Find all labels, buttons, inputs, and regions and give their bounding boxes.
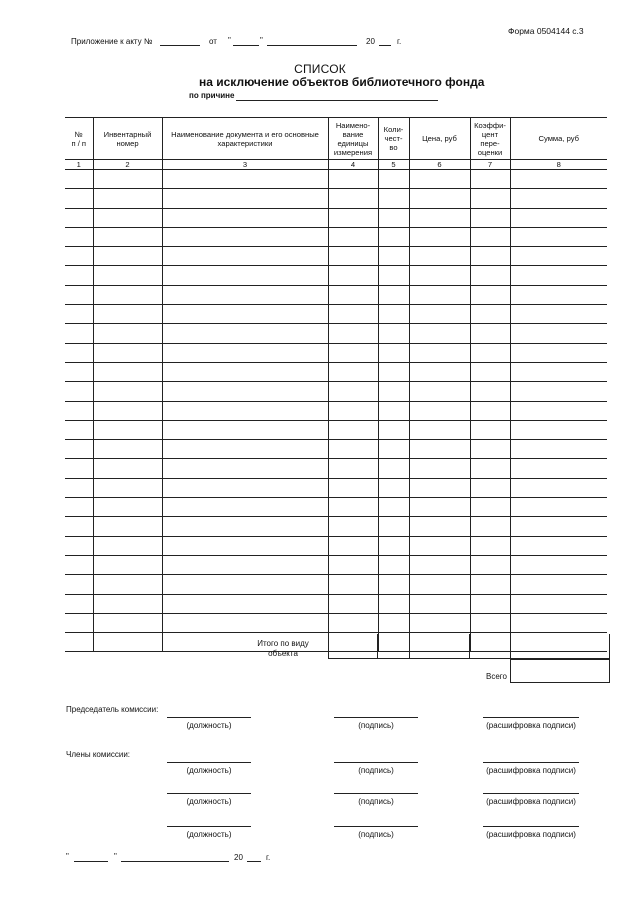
table-row	[65, 613, 607, 632]
table-cell[interactable]	[328, 555, 378, 574]
table-row	[65, 305, 607, 324]
table-cell[interactable]	[93, 555, 162, 574]
table-cell[interactable]	[409, 575, 470, 594]
table-cell[interactable]	[378, 575, 409, 594]
table-row	[65, 420, 607, 439]
header-cell: Сумма, руб	[510, 118, 607, 160]
signature-caption: (подпись)	[358, 830, 394, 839]
table-cell[interactable]	[93, 401, 162, 420]
table-cell[interactable]	[378, 285, 409, 304]
table-cell[interactable]	[65, 420, 93, 439]
table-cell[interactable]	[93, 613, 162, 632]
table-cell[interactable]	[470, 401, 510, 420]
member2-decode-line[interactable]	[483, 793, 579, 794]
table-row	[65, 285, 607, 304]
column-number: 5	[378, 160, 409, 170]
member3-decode-line[interactable]	[483, 826, 579, 827]
column-number: 8	[510, 160, 607, 170]
table-row	[65, 208, 607, 227]
table-cell[interactable]	[470, 227, 510, 246]
position-caption: (должность)	[186, 797, 232, 806]
table-cell[interactable]	[470, 420, 510, 439]
table-cell[interactable]	[162, 555, 328, 574]
header-cell: Наименование документа и его основные характеристики	[162, 118, 328, 160]
table-cell[interactable]	[378, 613, 409, 632]
table-cell[interactable]	[328, 227, 378, 246]
table-cell[interactable]	[93, 440, 162, 459]
table-cell[interactable]	[409, 420, 470, 439]
divider	[377, 634, 378, 659]
footer-quote-close: "	[114, 852, 117, 861]
table-cell[interactable]	[470, 555, 510, 574]
table-cell[interactable]	[328, 594, 378, 613]
table-cell[interactable]	[409, 305, 470, 324]
reason-field[interactable]	[236, 100, 438, 101]
table-cell[interactable]	[93, 227, 162, 246]
table-cell[interactable]	[65, 555, 93, 574]
table-cell[interactable]	[470, 208, 510, 227]
footer-quote-open: "	[66, 852, 69, 861]
table-cell[interactable]	[93, 594, 162, 613]
table-cell[interactable]	[328, 613, 378, 632]
table-cell[interactable]	[65, 305, 93, 324]
table-cell[interactable]	[470, 382, 510, 401]
table-row	[65, 401, 607, 420]
chairman-decode-line[interactable]	[483, 717, 579, 718]
header-cell: Коли- чест- во	[378, 118, 409, 160]
table-cell[interactable]	[328, 401, 378, 420]
table-cell[interactable]	[93, 189, 162, 208]
table-cell[interactable]	[378, 382, 409, 401]
table-cell[interactable]	[93, 420, 162, 439]
table-cell[interactable]	[510, 170, 607, 189]
table-cell[interactable]	[378, 459, 409, 478]
table-row	[65, 575, 607, 594]
table-cell[interactable]	[510, 208, 607, 227]
table-cell[interactable]	[510, 420, 607, 439]
table-cell[interactable]	[510, 343, 607, 362]
table-cell[interactable]	[328, 478, 378, 497]
table-cell[interactable]	[328, 208, 378, 227]
chairman-position-line[interactable]	[167, 717, 251, 718]
table-cell[interactable]	[162, 478, 328, 497]
table-cell[interactable]	[409, 324, 470, 343]
table-cell[interactable]	[378, 208, 409, 227]
table-cell[interactable]	[328, 420, 378, 439]
table-row	[65, 459, 607, 478]
table-cell[interactable]	[409, 227, 470, 246]
table-cell[interactable]	[510, 440, 607, 459]
member3-signature-line[interactable]	[334, 826, 418, 827]
table-cell[interactable]	[378, 324, 409, 343]
table-cell[interactable]	[328, 189, 378, 208]
footer-year-suffix: г.	[266, 853, 271, 862]
member2-position-line[interactable]	[167, 793, 251, 794]
table-row	[65, 324, 607, 343]
table-cell[interactable]	[378, 536, 409, 555]
table-cell[interactable]	[93, 459, 162, 478]
table-cell[interactable]	[470, 343, 510, 362]
table-cell[interactable]	[378, 594, 409, 613]
table-cell[interactable]	[378, 362, 409, 381]
table-cell[interactable]	[65, 594, 93, 613]
table-row	[65, 170, 607, 189]
table-cell[interactable]	[162, 613, 328, 632]
table-cell[interactable]	[470, 266, 510, 285]
table-cell[interactable]	[409, 382, 470, 401]
items-table	[65, 117, 607, 652]
table-cell[interactable]	[65, 440, 93, 459]
table-cell[interactable]	[65, 478, 93, 497]
table-cell[interactable]	[470, 285, 510, 304]
table-cell[interactable]	[409, 594, 470, 613]
table-cell[interactable]	[409, 536, 470, 555]
table-cell[interactable]	[378, 266, 409, 285]
table-cell[interactable]	[162, 498, 328, 517]
table-cell[interactable]	[328, 382, 378, 401]
footer-day-field[interactable]	[74, 861, 108, 862]
table-cell[interactable]	[510, 324, 607, 343]
table-row	[65, 227, 607, 246]
table-cell[interactable]	[65, 498, 93, 517]
position-caption: (должность)	[186, 766, 232, 775]
table-cell[interactable]	[409, 498, 470, 517]
table-cell[interactable]	[470, 517, 510, 536]
table-row	[65, 517, 607, 536]
table-cell[interactable]	[93, 266, 162, 285]
total-by-type-label: Итого по виду объекта	[257, 639, 309, 658]
table-cell[interactable]	[409, 208, 470, 227]
column-number: 4	[328, 160, 378, 170]
table-cell[interactable]	[65, 517, 93, 536]
table-cell[interactable]	[328, 324, 378, 343]
table-cell[interactable]	[328, 517, 378, 536]
act-day-field[interactable]	[233, 45, 259, 46]
table-cell[interactable]	[65, 227, 93, 246]
table-cell[interactable]	[328, 536, 378, 555]
table-cell[interactable]	[409, 285, 470, 304]
table-cell[interactable]	[93, 285, 162, 304]
table-cell[interactable]	[328, 247, 378, 266]
table-cell[interactable]	[162, 343, 328, 362]
table-cell[interactable]	[93, 382, 162, 401]
table-cell[interactable]	[93, 575, 162, 594]
table-cell[interactable]	[162, 536, 328, 555]
table-cell[interactable]	[409, 613, 470, 632]
divider	[469, 634, 470, 659]
table-cell[interactable]	[65, 285, 93, 304]
table-cell[interactable]	[510, 266, 607, 285]
members-label: Члены комиссии:	[66, 750, 131, 759]
column-number: 6	[409, 160, 470, 170]
table-cell[interactable]	[470, 575, 510, 594]
table-cell[interactable]	[65, 382, 93, 401]
table-cell[interactable]	[378, 343, 409, 362]
table-cell[interactable]	[378, 247, 409, 266]
table-cell[interactable]	[93, 305, 162, 324]
table-cell[interactable]	[93, 478, 162, 497]
table-row	[65, 498, 607, 517]
table-cell[interactable]	[378, 440, 409, 459]
column-number-row	[65, 160, 607, 170]
table-cell[interactable]	[162, 247, 328, 266]
table-row	[65, 189, 607, 208]
table-cell[interactable]	[65, 208, 93, 227]
header-cell: Инвентарный номер	[93, 118, 162, 160]
table-cell[interactable]	[510, 555, 607, 574]
table-cell[interactable]	[93, 324, 162, 343]
table-cell[interactable]	[65, 343, 93, 362]
table-cell[interactable]	[510, 517, 607, 536]
table-cell[interactable]	[162, 420, 328, 439]
signature-caption: (подпись)	[358, 766, 394, 775]
table-cell[interactable]	[470, 170, 510, 189]
table-cell[interactable]	[93, 247, 162, 266]
table-cell[interactable]	[65, 266, 93, 285]
table-cell[interactable]	[409, 478, 470, 497]
reason-label: по причине	[189, 91, 235, 100]
member1-position-line[interactable]	[167, 762, 251, 763]
table-row	[65, 594, 607, 613]
table-cell[interactable]	[65, 536, 93, 555]
table-cell[interactable]	[65, 459, 93, 478]
table-row	[65, 247, 607, 266]
year-suffix: г.	[397, 37, 402, 46]
table-cell[interactable]	[510, 285, 607, 304]
table-cell[interactable]	[378, 227, 409, 246]
table-cell[interactable]	[409, 517, 470, 536]
table-cell[interactable]	[470, 498, 510, 517]
table-row	[65, 362, 607, 381]
table-cell[interactable]	[162, 305, 328, 324]
table-cell[interactable]	[162, 227, 328, 246]
table-cell[interactable]	[378, 189, 409, 208]
document-subtitle: на исключение объектов библиотечного фонда	[199, 75, 485, 89]
table-cell[interactable]	[93, 498, 162, 517]
table-cell[interactable]	[470, 189, 510, 208]
table-cell[interactable]	[470, 305, 510, 324]
footer-year-prefix: 20	[234, 853, 243, 862]
table-row	[65, 266, 607, 285]
chairman-signature-line[interactable]	[334, 717, 418, 718]
table-cell[interactable]	[328, 343, 378, 362]
decode-caption: (расшифровка подписи)	[486, 721, 576, 730]
table-cell[interactable]	[65, 362, 93, 381]
table-cell[interactable]	[510, 401, 607, 420]
table-cell[interactable]	[510, 382, 607, 401]
column-number: 1	[65, 160, 93, 170]
member3-position-line[interactable]	[167, 826, 251, 827]
member1-decode-line[interactable]	[483, 762, 579, 763]
table-cell[interactable]	[510, 247, 607, 266]
table-cell[interactable]	[328, 305, 378, 324]
footer-month-field[interactable]	[121, 861, 229, 862]
table-cell[interactable]	[510, 478, 607, 497]
table-header-row	[65, 118, 607, 160]
table-cell[interactable]	[65, 324, 93, 343]
table-cell[interactable]	[470, 324, 510, 343]
table-cell[interactable]	[65, 575, 93, 594]
table-cell[interactable]	[378, 420, 409, 439]
table-cell[interactable]	[328, 459, 378, 478]
table-cell[interactable]	[328, 440, 378, 459]
table-cell[interactable]	[328, 575, 378, 594]
header-cell: Наимено- вание единицы измерения	[328, 118, 378, 160]
table-cell[interactable]	[65, 247, 93, 266]
footer-year-field[interactable]	[247, 861, 261, 862]
table-cell[interactable]	[328, 266, 378, 285]
table-cell[interactable]	[65, 613, 93, 632]
table-cell[interactable]	[510, 498, 607, 517]
table-cell[interactable]	[470, 247, 510, 266]
table-cell[interactable]	[409, 170, 470, 189]
divider	[409, 634, 410, 659]
table-cell[interactable]	[470, 362, 510, 381]
table-cell[interactable]	[162, 189, 328, 208]
column-number: 7	[470, 160, 510, 170]
table-cell[interactable]	[378, 555, 409, 574]
table-cell[interactable]	[93, 517, 162, 536]
table-cell[interactable]	[93, 208, 162, 227]
appendix-label: Приложение к акту №	[71, 37, 153, 46]
divider	[510, 634, 511, 659]
table-cell[interactable]	[162, 285, 328, 304]
table-cell[interactable]	[93, 362, 162, 381]
table-cell[interactable]	[409, 343, 470, 362]
quote-close: "	[260, 36, 263, 45]
header-cell: № п / п	[65, 118, 93, 160]
table-cell[interactable]	[162, 266, 328, 285]
table-cell[interactable]	[162, 575, 328, 594]
table-cell[interactable]	[65, 633, 93, 652]
table-cell[interactable]	[409, 266, 470, 285]
table-cell[interactable]	[510, 613, 607, 632]
document-title: СПИСОК	[294, 62, 346, 76]
table-cell[interactable]	[93, 536, 162, 555]
table-cell[interactable]	[378, 478, 409, 497]
table-cell[interactable]	[409, 401, 470, 420]
column-number: 3	[162, 160, 328, 170]
decode-caption: (расшифровка подписи)	[486, 830, 576, 839]
table-row	[65, 478, 607, 497]
header-cell: Цена, руб	[409, 118, 470, 160]
table-cell[interactable]	[378, 498, 409, 517]
table-cell[interactable]	[470, 613, 510, 632]
decode-caption: (расшифровка подписи)	[486, 766, 576, 775]
table-cell[interactable]	[65, 170, 93, 189]
table-cell[interactable]	[65, 189, 93, 208]
table-row	[65, 382, 607, 401]
table-cell[interactable]	[162, 517, 328, 536]
table-cell[interactable]	[409, 362, 470, 381]
member1-signature-line[interactable]	[334, 762, 418, 763]
quote-open: "	[228, 36, 231, 45]
form-number: Форма 0504144 с.3	[508, 26, 584, 36]
member2-signature-line[interactable]	[334, 793, 418, 794]
table-cell[interactable]	[409, 247, 470, 266]
act-month-field[interactable]	[267, 45, 357, 46]
column-number: 2	[93, 160, 162, 170]
table-cell[interactable]	[328, 498, 378, 517]
table-row	[65, 536, 607, 555]
table-cell[interactable]	[328, 362, 378, 381]
table-cell[interactable]	[162, 459, 328, 478]
table-cell[interactable]	[162, 594, 328, 613]
table-cell[interactable]	[162, 324, 328, 343]
table-cell[interactable]	[510, 459, 607, 478]
table-row	[65, 555, 607, 574]
table-cell[interactable]	[510, 189, 607, 208]
table-cell[interactable]	[510, 594, 607, 613]
table-cell[interactable]	[162, 208, 328, 227]
signature-caption: (подпись)	[358, 721, 394, 730]
table-cell[interactable]	[409, 555, 470, 574]
grand-total-label: Всего	[486, 672, 507, 681]
table-cell[interactable]	[378, 305, 409, 324]
act-number-field[interactable]	[160, 45, 200, 46]
table-cell[interactable]	[470, 536, 510, 555]
table-cell[interactable]	[328, 285, 378, 304]
decode-caption: (расшифровка подписи)	[486, 797, 576, 806]
chairman-label: Председатель комиссии:	[66, 705, 159, 714]
table-cell[interactable]	[510, 227, 607, 246]
grand-total-cell[interactable]	[510, 659, 610, 683]
table-cell[interactable]	[470, 440, 510, 459]
table-cell[interactable]	[162, 401, 328, 420]
header-cell: Коэффи- цент пере- оценки	[470, 118, 510, 160]
table-cell[interactable]	[162, 170, 328, 189]
table-cell[interactable]	[378, 170, 409, 189]
table-cell[interactable]	[409, 440, 470, 459]
from-label: от	[209, 37, 217, 46]
year-prefix: 20	[366, 37, 375, 46]
table-cell[interactable]	[328, 170, 378, 189]
signature-caption: (подпись)	[358, 797, 394, 806]
table-cell[interactable]	[510, 575, 607, 594]
table-row	[65, 343, 607, 362]
table-cell[interactable]	[378, 517, 409, 536]
table-cell[interactable]	[93, 343, 162, 362]
position-caption: (должность)	[186, 721, 232, 730]
table-cell[interactable]	[162, 382, 328, 401]
table-cell[interactable]	[93, 170, 162, 189]
table-cell[interactable]	[510, 362, 607, 381]
table-cell[interactable]	[378, 401, 409, 420]
table-cell[interactable]	[470, 594, 510, 613]
table-cell[interactable]	[93, 633, 162, 652]
table-row	[65, 440, 607, 459]
table-cell[interactable]	[409, 189, 470, 208]
table-cell[interactable]	[409, 459, 470, 478]
table-cell[interactable]	[470, 459, 510, 478]
table-cell[interactable]	[470, 478, 510, 497]
position-caption: (должность)	[186, 830, 232, 839]
table-cell[interactable]	[162, 362, 328, 381]
table-cell[interactable]	[510, 305, 607, 324]
table-cell[interactable]	[162, 440, 328, 459]
table-cell[interactable]	[510, 536, 607, 555]
table-cell[interactable]	[65, 401, 93, 420]
act-year-field[interactable]	[379, 45, 391, 46]
